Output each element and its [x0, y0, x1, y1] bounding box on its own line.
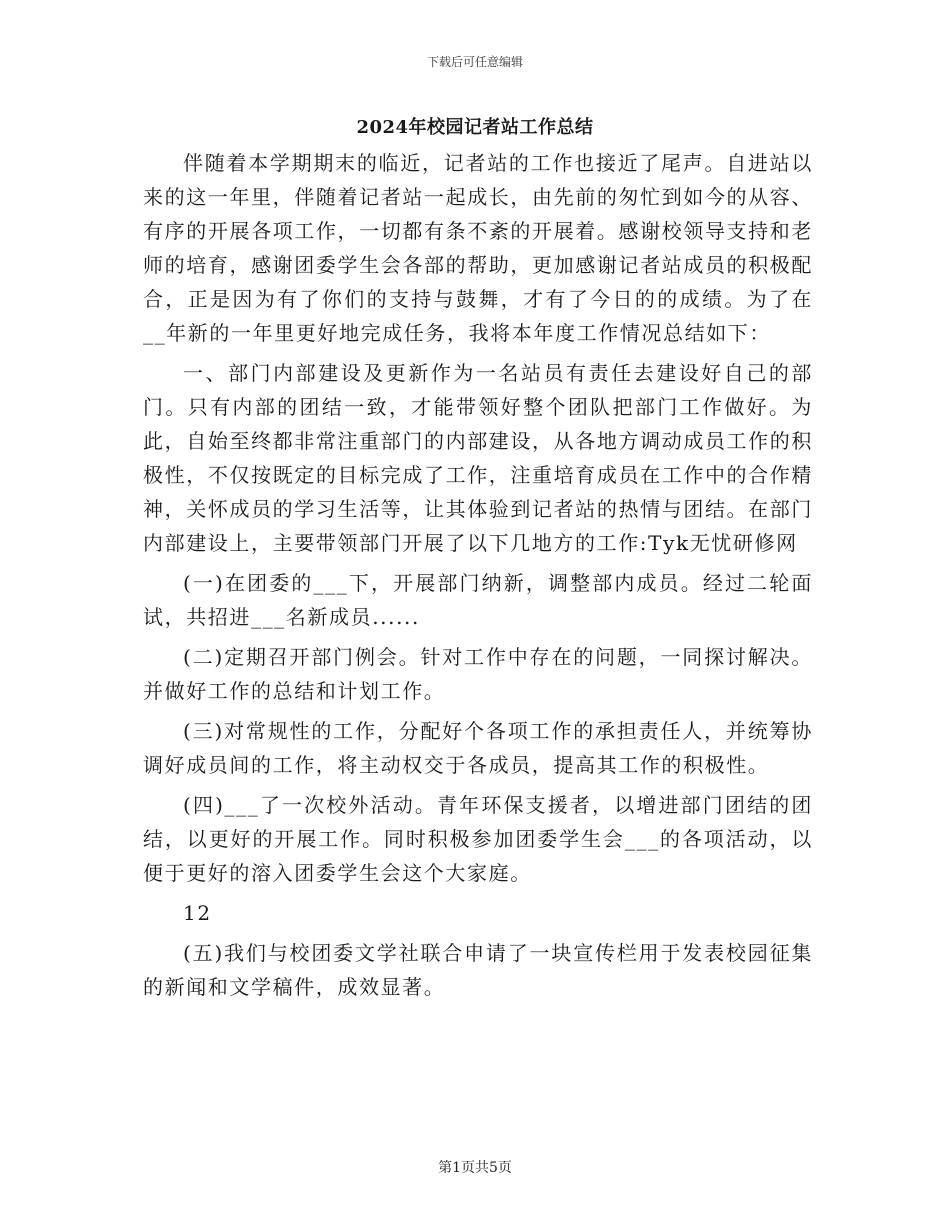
paragraph-item-3: (三)对常规性的工作，分配好个各项工作的承担责任人，并统筹协调好成员间的工作，将主动权交于各成员，提高其工作的积极性。: [143, 719, 813, 777]
page-footer: 第1页共5页: [438, 1160, 512, 1176]
paragraph-section-one: 一、部门内部建设及更新作为一名站员有责任去建设好自己的部门。只有内部的团结一致，才能带领好整个团队把部门工作做好。为此，自始至终都非常注重部门的内部建设，从各地方调动成员工作的积极性，不仅按既定的目标完成了工作，注重培育成员在工作中的合作精神，关怀成员的学习生活等，让其体验到记者站的热情与团结。在部门内部建设上，主要带领部门开展了以下几地方的工作:Tyk无忧研修网: [143, 361, 813, 555]
inline-number: 12: [183, 901, 212, 925]
paragraph-item-5: (五)我们与校团委文学社联合申请了一块宣传栏用于发表校园征集的新闻和文学稿件，成效显著。: [143, 941, 813, 999]
paragraph-intro: 伴随着本学期期末的临近，记者站的工作也接近了尾声。自进站以来的这一年里，伴随着记者站一起成长，由先前的匆忙到如今的从容、有序的开展各项工作，一切都有条不紊的开展着。感谢校领导支持和老师的培育，感谢团委学生会各部的帮助，更加感谢记者站成员的积极配合，正是因为有了你们的支持与鼓舞，才有了今日的的成绩。为了在__年新的一年里更好地完成任务，我将本年度工作情况总结如下：: [143, 151, 813, 345]
paragraph-item-2: (二)定期召开部门例会。针对工作中存在的问题，一同探讨解决。并做好工作的总结和计划工作。: [143, 645, 813, 703]
paragraph-item-1: (一)在团委的___下，开展部门纳新，调整部内成员。经过二轮面试，共招进___名新成员......: [143, 571, 813, 629]
document-body: [143, 146, 813, 1010]
paragraph-item-4: (四)___了一次校外活动。青年环保支援者，以增进部门团结的团结，以更好的开展工作。同时积极参加团委学生会___的各项活动，以便于更好的溶入团委学生会这个大家庭。: [143, 793, 813, 885]
header-note: 下载后可任意编辑: [426, 55, 523, 69]
document-title: 2024年校园记者站工作总结: [356, 117, 594, 138]
